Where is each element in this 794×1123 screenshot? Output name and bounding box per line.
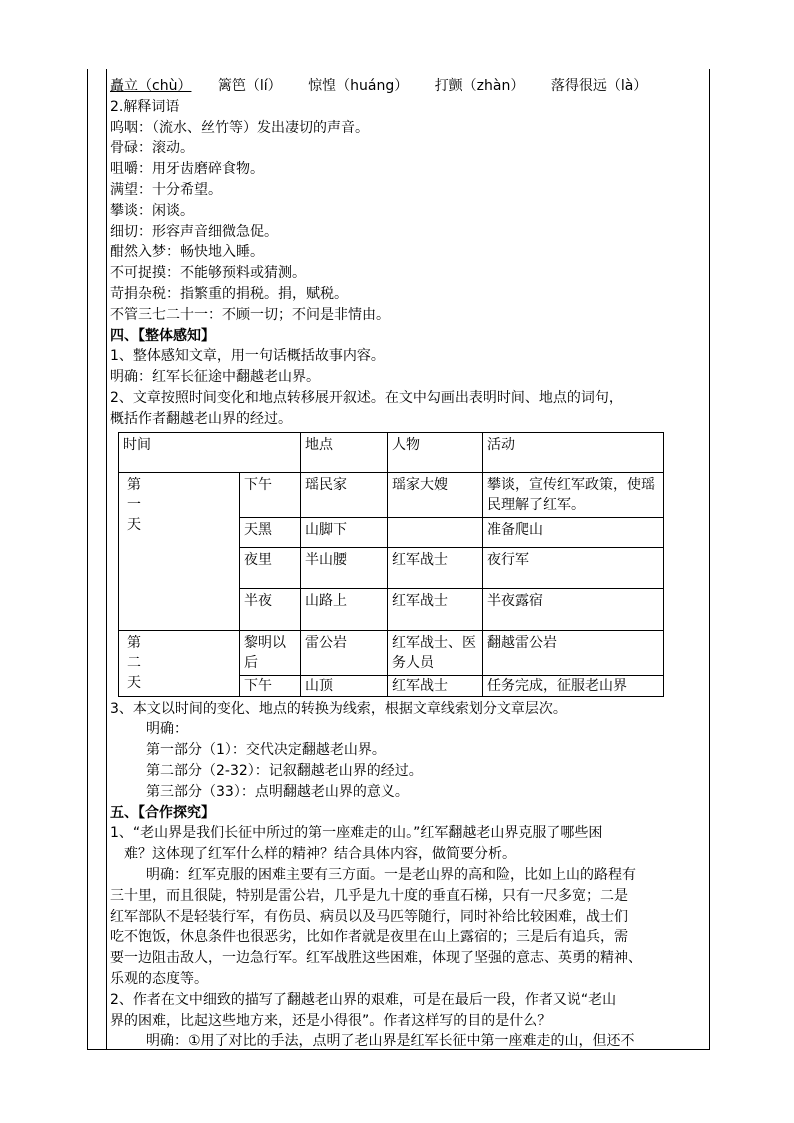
section5-answer-1-cont: 吃不饱饭，休息条件也很恶劣，比如作者就是夜里在山上露宿的；三是后有追兵，需 [110, 929, 628, 946]
section4-answer-1: 明确：红军长征途中翻越老山界。 [110, 369, 320, 386]
vocab-item: 咀嚼：用牙齿磨碎食物。 [110, 161, 264, 178]
day-1-char: 第 [127, 476, 141, 493]
section5-answer-1-cont: 乐观的态度等。 [110, 970, 208, 987]
frame-left-outer [87, 69, 88, 1049]
pronunciation-item: 打颤（zhàn） [434, 78, 525, 94]
day-1-cell [119, 472, 240, 630]
header-time: 时间 [119, 432, 301, 472]
section5-answer-1-cont: 红军部队不是轻装行军，有伤员、病员以及马匹等随行，同时补给比较困难，战士们 [110, 908, 628, 925]
section5-answer-2: 明确：①用了对比的手法，点明了老山界是红军长征中第一座难走的山，但还不 [146, 1033, 635, 1050]
day-2-char: 天 [127, 674, 141, 691]
section4-question-1: 1、整体感知文章，用一句话概括故事内容。 [110, 348, 385, 365]
vocab-item: 攀谈：闲谈。 [110, 202, 194, 219]
person-cell: 红军战士 [388, 547, 483, 588]
lesson-content [110, 76, 710, 1052]
place-cell: 瑶民家 [301, 472, 388, 517]
pronunciation-item: 篱笆（lí） [217, 78, 282, 94]
day-2-char: 二 [127, 654, 141, 671]
person-cell: 红军战士 [388, 588, 483, 630]
time-cell: 半夜 [240, 588, 301, 630]
person-cell: 瑶家大嫂 [388, 472, 483, 517]
section5-heading: 五、【合作探究】 [110, 804, 215, 821]
activity-cell: 半夜露宿 [483, 588, 664, 630]
day-2-char: 第 [127, 634, 141, 651]
section5-question-1-cont: 难？这体现了红军什么样的精神？结合具体内容，做简要分析。 [124, 846, 516, 863]
frame-left-inner [106, 69, 107, 1049]
section5-answer-1: 明确：红军克服的困难主要有三方面。一是老山界的高和险，比如上山的路程有 [146, 866, 636, 883]
person-cell: 红军战士、医务人员 [388, 630, 483, 675]
section4-heading: 四、【整体感知】 [110, 327, 215, 344]
vocab-item: 不管三七二十一：不顾一切；不问是非情由。 [110, 306, 390, 323]
time-cell: 黎明以后 [240, 630, 301, 675]
pronunciation-item: 矗立（chù） [110, 78, 192, 94]
section5-question-1: 1、“老山界是我们长征中所过的第一座难走的山。”红军翻越老山界克服了哪些困 [110, 825, 603, 842]
table-row [119, 472, 664, 517]
place-cell: 雷公岩 [301, 630, 388, 675]
vocab-heading: 2.解释词语 [110, 98, 180, 115]
section5-answer-1-cont: 三十里，而且很陡，特别是雷公岩，几乎是九十度的垂直石梯，只有一尺多宽；二是 [110, 887, 628, 904]
person-cell: 红军战士 [388, 675, 483, 696]
activity-cell: 翻越雷公岩 [483, 630, 664, 675]
part-item: 第三部分（33）：点明翻越老山界的意义。 [146, 783, 409, 800]
header-activity: 活动 [483, 432, 664, 472]
time-cell: 下午 [240, 675, 301, 696]
vocab-item: 不可捉摸：不能够预料或猜测。 [110, 265, 306, 282]
time-cell: 夜里 [240, 547, 301, 588]
place-cell: 半山腰 [301, 547, 388, 588]
vocab-item: 细切：形容声音细微急促。 [110, 223, 278, 240]
pronunciation-line [110, 76, 710, 97]
section5-question-2: 2、作者在文中细致的描写了翻越老山界的艰难，可是在最后一段，作者又说“老山 [110, 991, 617, 1008]
activity-cell: 准备爬山 [483, 517, 664, 547]
pronunciation-item: 惊惶（huáng） [308, 78, 409, 94]
journey-table [118, 432, 664, 697]
activity-cell: 夜行军 [483, 547, 664, 588]
place-cell: 山顶 [301, 675, 388, 696]
person-cell [388, 517, 483, 547]
place-cell: 山路上 [301, 588, 388, 630]
section5-answer-1-cont: 要一边阻击敌人，一边急行军。红军战胜这些困难，体现了坚强的意志、英勇的精神、 [110, 950, 642, 967]
time-cell: 下午 [240, 472, 301, 517]
vocab-item: 呜咽：（流水、丝竹等）发出凄切的声音。 [110, 119, 369, 136]
place-cell: 山脚下 [301, 517, 388, 547]
vocab-item: 苛捐杂税：指繁重的捐税。捐，赋税。 [110, 285, 348, 302]
section4-question-3: 3、本文以时间的变化、地点的转换为线索，根据文章线索划分文章层次。 [110, 700, 567, 717]
pronunciation-item: 落得很远（là） [550, 78, 648, 94]
activity-cell: 任务完成，征服老山界 [483, 675, 664, 696]
vocab-item: 酣然入梦：畅快地入睡。 [110, 244, 264, 261]
activity-cell: 攀谈，宣传红军政策，使瑶民理解了红军。 [483, 472, 664, 517]
table-header-row [119, 432, 664, 472]
table-row [119, 630, 664, 675]
section4-question-2: 2、文章按照时间变化和地点转移展开叙述。在文中勾画出表明时间、地点的词句， [110, 389, 623, 406]
section5-question-2-cont: 界的困难，比起这些地方来，还是小得很”。作者这样写的目的是什么？ [110, 1012, 552, 1029]
day-2-cell [119, 630, 240, 696]
header-person: 人物 [388, 432, 483, 472]
part-item: 第一部分（1）：交代决定翻越老山界。 [146, 742, 386, 759]
vocab-item: 满望：十分希望。 [110, 181, 222, 198]
section4-question-2-cont: 概括作者翻越老山界的经过。 [110, 410, 292, 427]
day-1-char: 一 [127, 496, 141, 513]
vocab-item: 骨碌：滚动。 [110, 140, 194, 157]
day-1-char: 天 [127, 516, 141, 533]
part-item: 第二部分（2-32）：记叙翻越老山界的经过。 [146, 762, 423, 779]
section4-answer-3-label: 明确： [146, 721, 188, 738]
header-place: 地点 [301, 432, 388, 472]
time-cell: 天黑 [240, 517, 301, 547]
